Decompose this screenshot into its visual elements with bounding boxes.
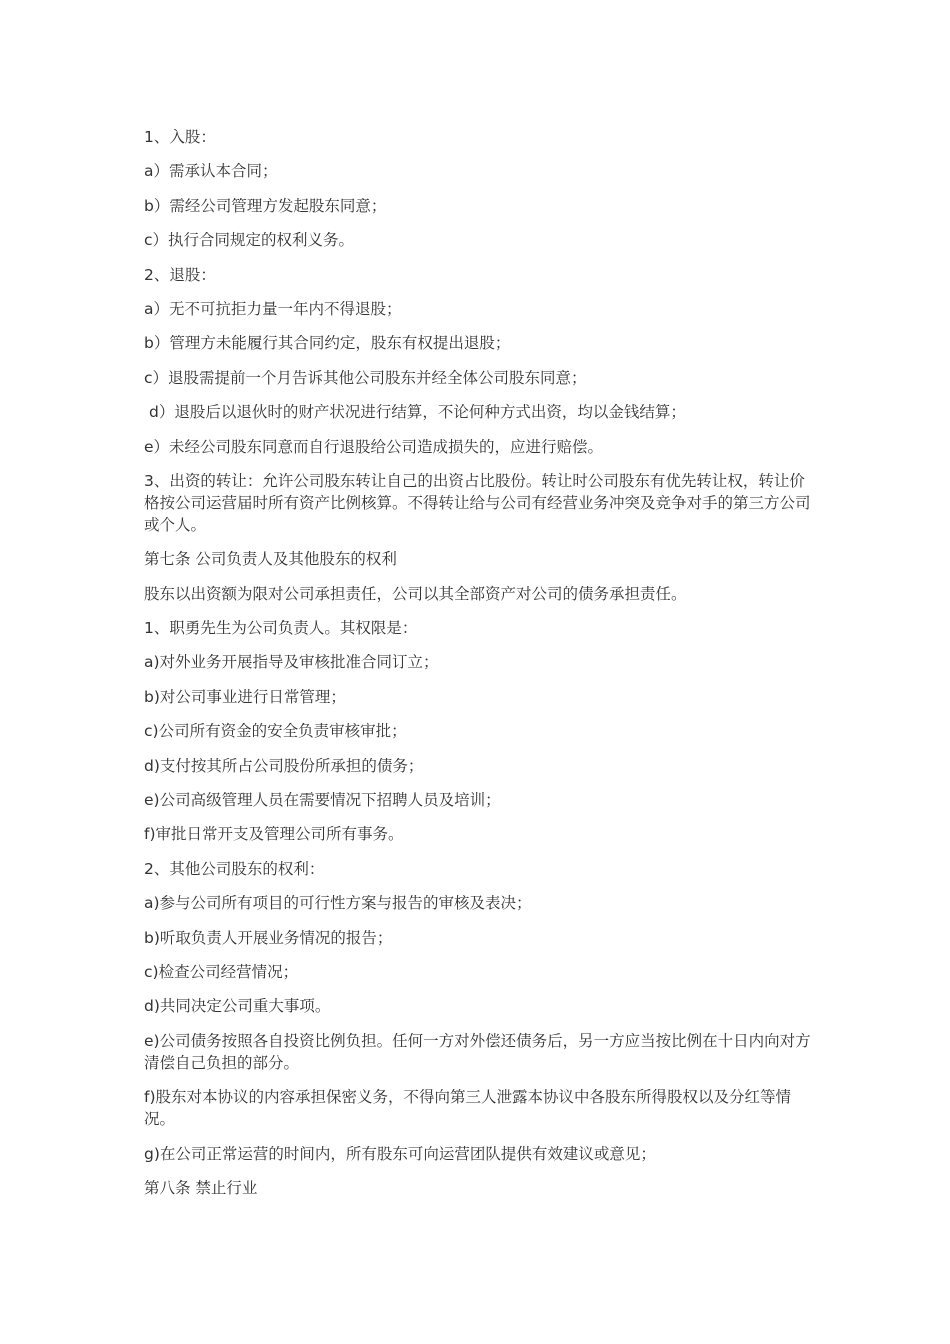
paragraph-17: c)公司所有资金的安全负责审核审批；	[144, 722, 407, 741]
paragraph-7: b）管理方未能履行其合同约定，股东有权提出退股；	[144, 334, 511, 353]
paragraph-24: c)检查公司经营情况；	[144, 962, 299, 981]
paragraph-5: 2、退股：	[144, 265, 216, 284]
paragraph-9: d）退股后以退伙时的财产状况进行结算，不论何种方式出资，均以金钱结算；	[149, 403, 686, 422]
paragraph-2: a）需承认本合同；	[144, 162, 278, 181]
paragraph-13: 股东以出资额为限对公司承担责任，公司以其全部资产对公司的债务承担责任。	[144, 584, 687, 603]
document-body	[144, 126, 816, 1211]
paragraph-3: b）需经公司管理方发起股东同意；	[144, 196, 387, 215]
paragraph-14: 1、职勇先生为公司负责人。其权限是：	[144, 619, 418, 638]
paragraph-23: b)听取负责人开展业务情况的报告；	[144, 928, 393, 947]
paragraph-8: c）退股需提前一个月告诉其他公司股东并经全体公司股东同意；	[144, 368, 587, 387]
paragraph-21: 2、其他公司股东的权利：	[144, 859, 325, 878]
section-heading-article-7: 第七条 公司负责人及其他股东的权利	[144, 550, 397, 569]
paragraph-15: a)对外业务开展指导及审核批准合同订立；	[144, 653, 439, 672]
paragraph-19: e)公司高级管理人员在需要情况下招聘人员及培训；	[144, 791, 501, 810]
paragraph-27: f)股东对本协议的内容承担保密义务，不得向第三人泄露本协议中各股东所得股权以及分红等情况。	[144, 1088, 792, 1129]
paragraph-26: e)公司债务按照各自投资比例负担。任何一方对外偿还债务后，另一方应当按比例在十日内向对方清偿自己负担的部分。	[144, 1031, 811, 1072]
paragraph-6: a）无不可抗拒力量一年内不得退股；	[144, 299, 402, 318]
paragraph-25: d)共同决定公司重大事项。	[144, 997, 331, 1016]
section-heading-article-8: 第八条 禁止行业	[144, 1178, 258, 1197]
paragraph-28: g)在公司正常运营的时间内，所有股东可向运营团队提供有效建议或意见；	[144, 1144, 656, 1163]
paragraph-20: f)审批日常开支及管理公司所有事务。	[144, 825, 404, 844]
paragraph-4: c）执行合同规定的权利义务。	[144, 231, 355, 250]
paragraph-22: a)参与公司所有项目的可行性方案与报告的审核及表决；	[144, 894, 532, 913]
paragraph-10: e）未经公司股东同意而自行退股给公司造成损失的，应进行赔偿。	[144, 437, 604, 456]
paragraph-18: d)支付按其所占公司股份所承担的债务；	[144, 756, 424, 775]
paragraph-16: b)对公司事业进行日常管理；	[144, 687, 346, 706]
paragraph-1: 1、入股：	[144, 128, 216, 146]
paragraph-11: 3、出资的转让：允许公司股东转让自己的出资占比股份。转让时公司股东有优先转让权，转让价格按公司运营届时所有资产比例核算。不得转让给与公司有经营业务冲突及竞争对手的第三方公司或个人。	[144, 471, 811, 534]
